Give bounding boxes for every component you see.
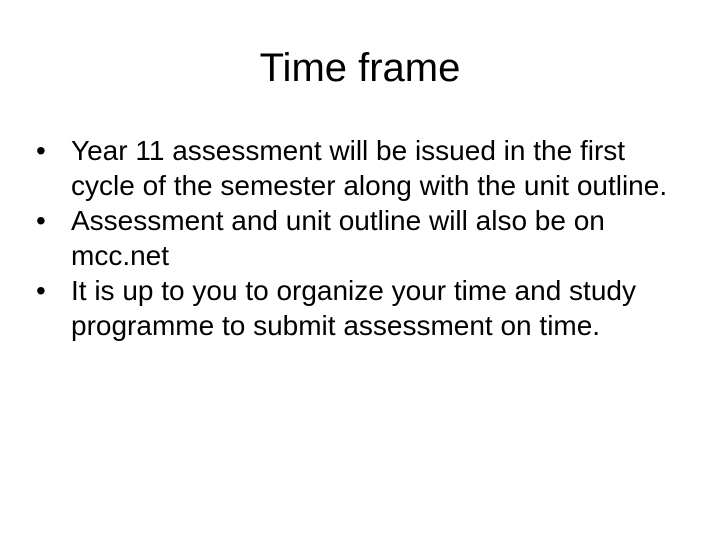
bullet-item (36, 273, 676, 343)
bullet-dot: • (36, 135, 46, 166)
bullet-text: Year 11 assessment will be issued in the first cycle of the semester along with the unit outline. (71, 135, 668, 201)
bullet-item (36, 133, 676, 203)
bullet-list (36, 133, 676, 343)
bullet-text: Assessment and unit outline will also be on mcc.net (71, 205, 605, 271)
bullet-dot: • (36, 205, 46, 236)
bullet-dot: • (36, 275, 46, 306)
bullet-item (36, 203, 676, 273)
bullet-text: It is up to you to organize your time and study programme to submit assessment on time. (71, 275, 636, 341)
slide-title: Time frame (259, 46, 461, 90)
